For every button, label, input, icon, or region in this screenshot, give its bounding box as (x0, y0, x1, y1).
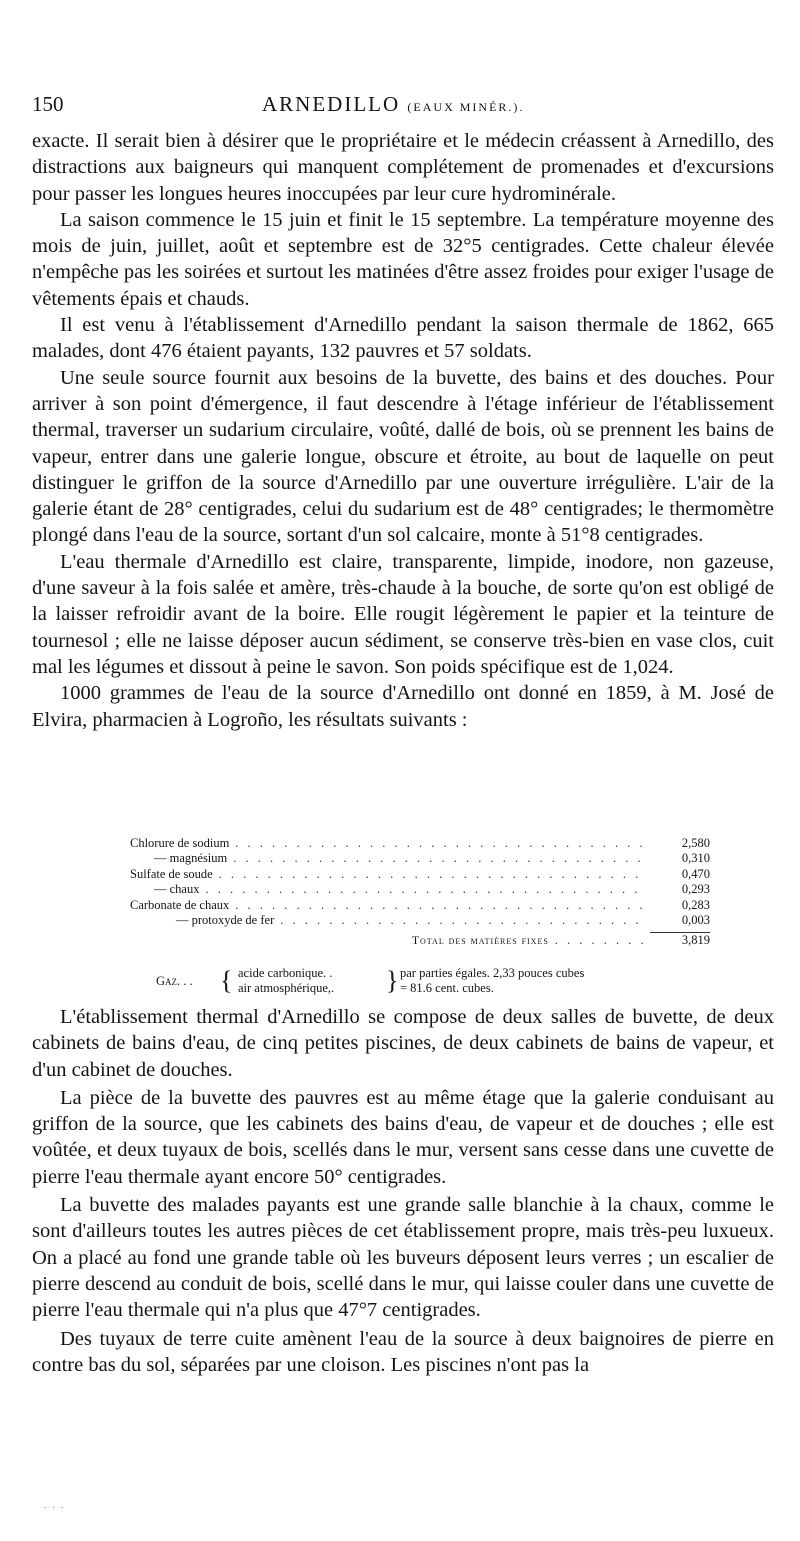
paragraph: Il est venu à l'établissement d'Arnedillo pendant la saison thermale de 1862, 665 malades, dont 476 étaient payants, 132 pauvres et 57 soldats. (32, 314, 774, 363)
table-row (130, 836, 710, 851)
row-label: Chlorure de sodium (130, 836, 230, 850)
leader-dots (205, 882, 644, 897)
paragraph: L'établissement thermal d'Arnedillo se compose de deux salles de buvette, de deux cabinets de bains d'eau, de cinq petites piscines, de deux cabinets de bains de vapeur, et d'un cabinet de douches. (32, 1006, 774, 1081)
table-row (130, 851, 710, 866)
total-label: Total des matières fixes (412, 935, 549, 948)
gas-line: par parties égales. 2,33 pouces cubes (400, 966, 585, 980)
row-value: 0,310 (681, 851, 710, 866)
leader-dots (235, 836, 644, 851)
table-row (130, 882, 710, 897)
leader-dots (233, 851, 644, 866)
analysis-table (130, 836, 710, 950)
table-total-row (130, 932, 710, 949)
paragraph: L'eau thermale d'Arnedillo est claire, transparente, limpide, inodore, non gazeuse, d'une saveur à la fois salée et amère, très-chaude à la bouche, de sorte qu'on est obligé de la laisser refroidir avant de la boire. Elle rougit légèrement le papier et la teinture de tournesol ; elle ne laisse déposer aucun sédiment, se conserve très-bien en vase clos, cuit mal les légumes et dissout à peine le savon. Son poids spécifique est de 1,024. (32, 550, 774, 678)
leader-dots (280, 913, 644, 928)
gas-label: Gaz. . . (156, 974, 193, 988)
row-value: 0,293 (681, 882, 710, 897)
running-head-subtitle: (EAUX MINÉR.). (407, 100, 525, 114)
row-value: 0,283 (681, 897, 710, 912)
page-header (32, 92, 774, 122)
gas-line: = 81.6 cent. cubes. (400, 981, 494, 995)
row-label: — protoxyde de fer (176, 913, 275, 928)
leader-dots (219, 867, 644, 882)
paragraph: Des tuyaux de terre cuite amènent l'eau de la source à deux baignoires de pierre en contre bas du sol, séparées par une cloison. Les piscines n'ont pas la (32, 1327, 774, 1376)
row-value: 0,003 (681, 913, 710, 928)
running-head (262, 92, 524, 117)
gas-line: acide carbonique. . (238, 966, 333, 980)
paragraph: La buvette des malades payants est une grande salle blanchie à la chaux, comme le sont d'ailleurs toutes les autres pièces de cet établissement propre, mais très-peu luxueux. On a placé au fond une grande table où les buveurs déposent leurs verres ; un escalier de pierre descend au conduit de bois, scellé dans le mur, qui laisse couler dans une cuvette de pierre l'eau thermale qui n'a plus que 47°7 centigrades. (32, 1194, 774, 1322)
body-text-bottom (32, 1004, 774, 1380)
table-row (130, 898, 710, 913)
page-number: 150 (32, 92, 64, 116)
running-head-title: ARNEDILLO (262, 92, 401, 116)
paragraph: La pièce de la buvette des pauvres est au même étage que la galerie conduisant au griffon de la source, que les cabinets des bains d'eau, de vapeur et de douches ; elle est voûtée, et deux tuyaux de bois, scellés dans le mur, versent sans cesse dans une cuvette de pierre l'eau thermale ayant encore 50° centigrades. (32, 1086, 774, 1188)
gas-components (238, 966, 334, 996)
gas-quantities (400, 966, 584, 996)
leader-dots (235, 898, 644, 913)
paragraph: exacte. Il serait bien à désirer que le propriétaire et le médecin créassent à Arnedillo, des distractions aux baigneurs qui manquent complétement de promenades et d'excursions pour passer les longues heures inoccupées par leur cure hydrominérale. (32, 130, 774, 205)
row-value: 0,470 (681, 866, 710, 881)
row-label: Carbonate de chaux (130, 897, 230, 912)
right-brace: } (386, 966, 399, 995)
paragraph: Une seule source fournit aux besoins de la buvette, des bains et des douches. Pour arriver à son point d'émergence, il faut descendre à l'étage inférieur de l'établissement thermal, traverser un sudarium circulaire, voûté, dallé de bois, où se prennent les bains de vapeur, entrer dans une galerie longue, obscure et étroite, au bout de laquelle on peut distinguer le griffon de la source d'Arnedillo par une ouverture irrégulière. L'air de la galerie étant de 28° centigrades, celui du sudarium est de 48° centigrades; le thermomètre plongé dans l'eau de la source, sortant d'un sol calcaire, monte à 51°8 centigrades. (32, 366, 774, 547)
row-label: Sulfate de soude (130, 866, 213, 881)
table-row (130, 913, 710, 928)
row-label: — chaux (154, 882, 200, 897)
row-label: — magnésium (154, 851, 228, 866)
paragraph: 1000 grammes de l'eau de la source d'Arnedillo ont donné en 1859, à M. José de Elvira, pharmacien à Logroño, les résultats suivants : (32, 682, 774, 731)
body-text-top (32, 128, 774, 733)
leader-dots (555, 933, 644, 948)
left-brace: { (220, 966, 233, 995)
row-value: 2,580 (681, 836, 710, 850)
total-value: 3,819 (650, 932, 710, 948)
table-row (130, 867, 710, 882)
paragraph: La saison commence le 15 juin et finit le 15 septembre. La température moyenne des mois de juin, juillet, août et septembre est de 32°5 centigrades. Cette chaleur élevée n'empêche pas les soirées et surtout les matinées d'être assez froides pour exiger l'usage de vêtements épais et chauds. (32, 208, 774, 310)
gas-line: air atmosphérique,. (238, 981, 335, 995)
print-mark: . . . (44, 1500, 66, 1510)
